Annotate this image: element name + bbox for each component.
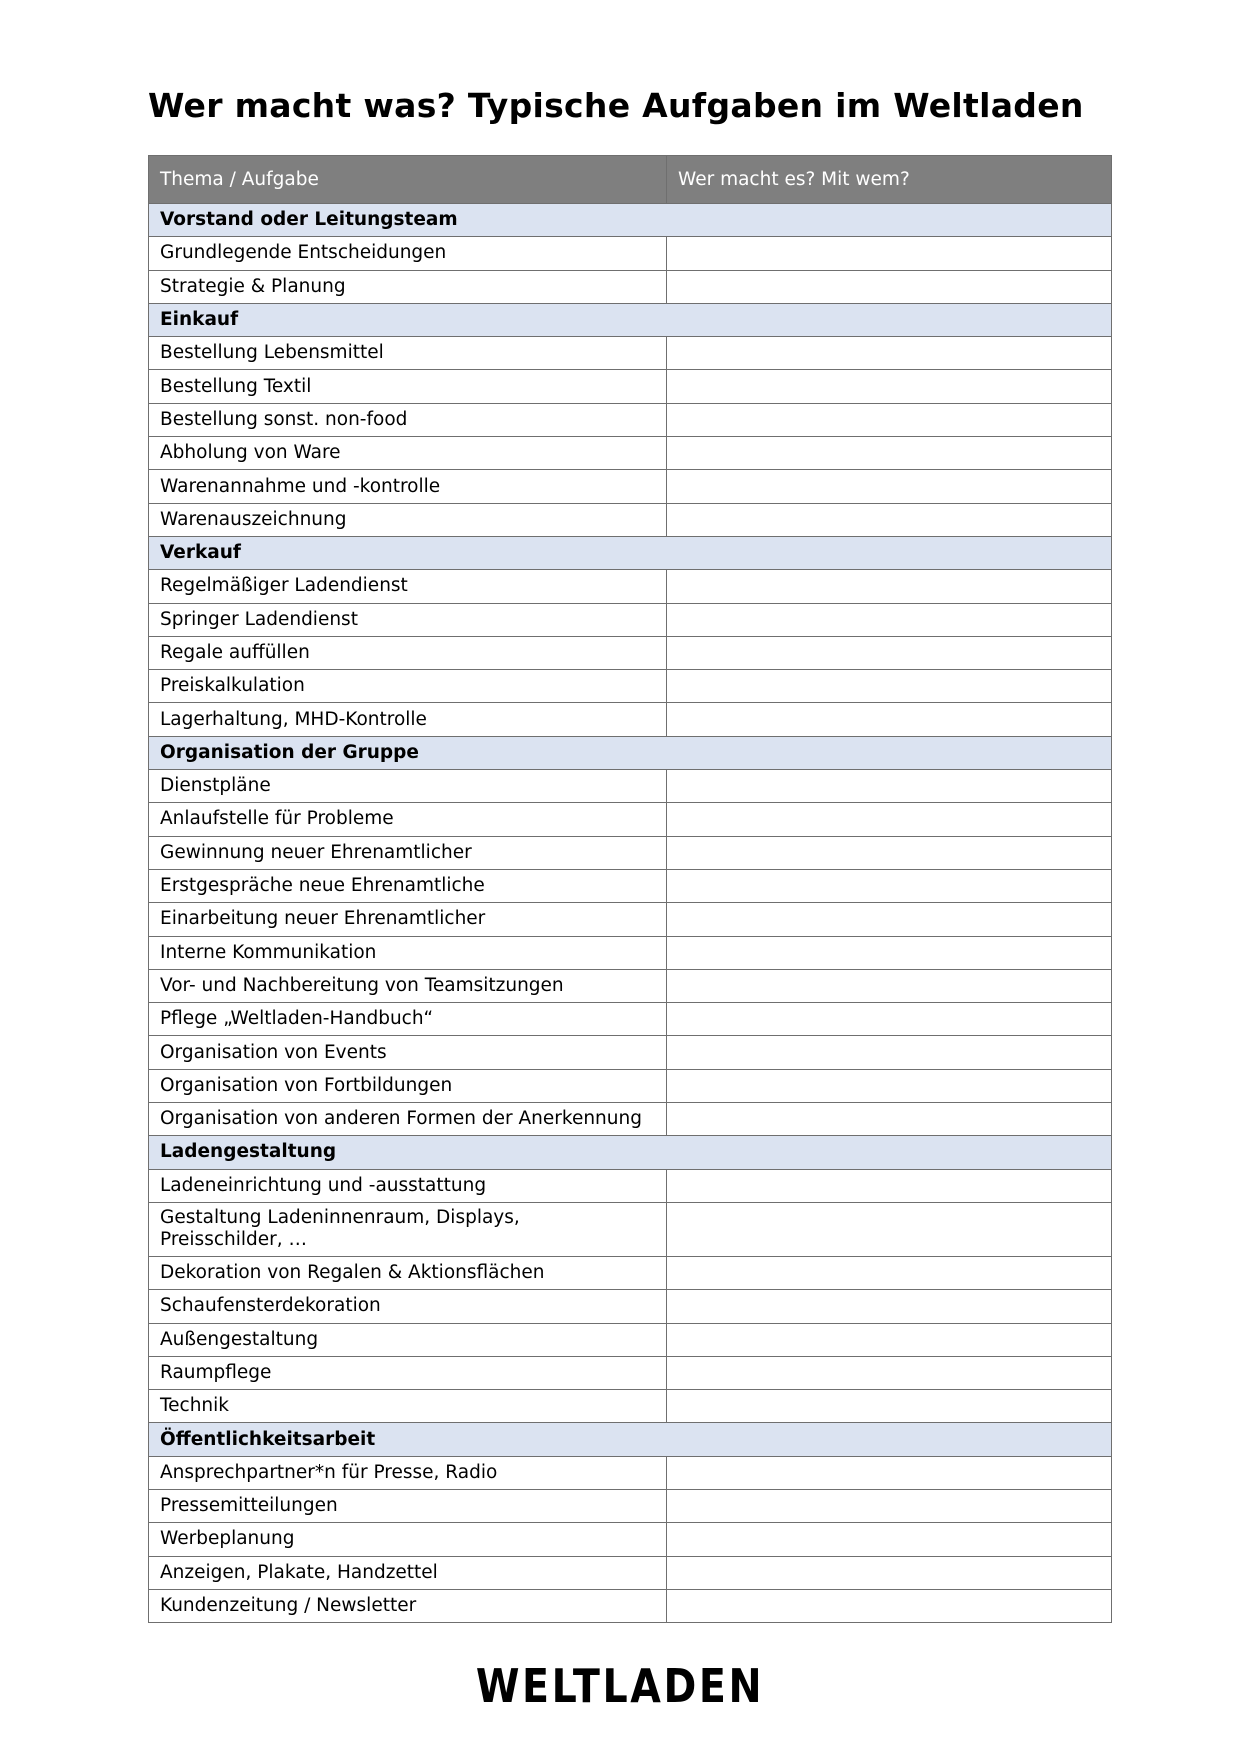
assignee-cell[interactable] (667, 936, 1112, 969)
table-row (149, 1589, 1112, 1622)
table-row (149, 337, 1112, 370)
assignee-cell[interactable] (667, 969, 1112, 1002)
table-row (149, 270, 1112, 303)
task-cell: Pflege „Weltladen-Handbuch“ (149, 1003, 667, 1036)
assignee-cell[interactable] (667, 270, 1112, 303)
table-row (149, 370, 1112, 403)
header-who: Wer macht es? Mit wem? (667, 156, 1112, 204)
table-row (149, 237, 1112, 270)
task-cell: Grundlegende Entscheidungen (149, 237, 667, 270)
table-row (149, 1036, 1112, 1069)
task-cell: Preiskalkulation (149, 670, 667, 703)
assignee-cell[interactable] (667, 603, 1112, 636)
section-row (149, 1423, 1112, 1456)
table-row (149, 670, 1112, 703)
section-title: Organisation der Gruppe (149, 736, 1112, 769)
table-row (149, 1390, 1112, 1423)
assignee-cell[interactable] (667, 1589, 1112, 1622)
task-cell: Bestellung sonst. non-food (149, 403, 667, 436)
table-row (149, 903, 1112, 936)
assignee-cell[interactable] (667, 1556, 1112, 1589)
table-row (149, 1202, 1112, 1256)
task-cell: Raumpflege (149, 1356, 667, 1389)
assignee-cell[interactable] (667, 370, 1112, 403)
task-cell: Gestaltung Ladeninnenraum, Displays, Preisschilder, … (149, 1202, 667, 1256)
table-row (149, 403, 1112, 436)
table-row (149, 437, 1112, 470)
table-row (149, 1556, 1112, 1589)
task-cell: Werbeplanung (149, 1523, 667, 1556)
task-cell: Organisation von Events (149, 1036, 667, 1069)
task-cell: Ladeneinrichtung und -ausstattung (149, 1169, 667, 1202)
task-cell: Organisation von anderen Formen der Anerkennung (149, 1103, 667, 1136)
table-row (149, 570, 1112, 603)
table-row (149, 636, 1112, 669)
assignee-cell[interactable] (667, 437, 1112, 470)
header-topic: Thema / Aufgabe (149, 156, 667, 204)
table-row (149, 603, 1112, 636)
assignee-cell[interactable] (667, 1036, 1112, 1069)
table-row (149, 869, 1112, 902)
task-cell: Springer Ladendienst (149, 603, 667, 636)
table-row (149, 969, 1112, 1002)
table-row (149, 836, 1112, 869)
assignee-cell[interactable] (667, 1169, 1112, 1202)
assignee-cell[interactable] (667, 1290, 1112, 1323)
task-cell: Erstgespräche neue Ehrenamtliche (149, 869, 667, 902)
table-row (149, 1169, 1112, 1202)
section-row (149, 536, 1112, 569)
table-row (149, 1323, 1112, 1356)
task-cell: Bestellung Lebensmittel (149, 337, 667, 370)
assignee-cell[interactable] (667, 1390, 1112, 1423)
table-row (149, 1489, 1112, 1522)
task-cell: Anzeigen, Plakate, Handzettel (149, 1556, 667, 1589)
table-header-row (149, 156, 1112, 204)
task-cell: Schaufensterdekoration (149, 1290, 667, 1323)
section-title: Öffentlichkeitsarbeit (149, 1423, 1112, 1456)
task-cell: Einarbeitung neuer Ehrenamtlicher (149, 903, 667, 936)
assignee-cell[interactable] (667, 1003, 1112, 1036)
task-table (148, 155, 1112, 1623)
table-row (149, 1103, 1112, 1136)
assignee-cell[interactable] (667, 836, 1112, 869)
assignee-cell[interactable] (667, 1202, 1112, 1256)
table-row (149, 1356, 1112, 1389)
section-title: Verkauf (149, 536, 1112, 569)
assignee-cell[interactable] (667, 703, 1112, 736)
task-cell: Bestellung Textil (149, 370, 667, 403)
task-cell: Regale auffüllen (149, 636, 667, 669)
assignee-cell[interactable] (667, 1456, 1112, 1489)
assignee-cell[interactable] (667, 1256, 1112, 1289)
task-cell: Pressemitteilungen (149, 1489, 667, 1522)
task-cell: Dekoration von Regalen & Aktionsflächen (149, 1256, 667, 1289)
section-row (149, 204, 1112, 237)
assignee-cell[interactable] (667, 1523, 1112, 1556)
task-cell: Organisation von Fortbildungen (149, 1069, 667, 1102)
assignee-cell[interactable] (667, 403, 1112, 436)
task-cell: Abholung von Ware (149, 437, 667, 470)
table-row (149, 1290, 1112, 1323)
task-cell: Dienstpläne (149, 770, 667, 803)
table-row (149, 1069, 1112, 1102)
table-row (149, 770, 1112, 803)
section-title: Ladengestaltung (149, 1136, 1112, 1169)
table-row (149, 470, 1112, 503)
task-cell: Gewinnung neuer Ehrenamtlicher (149, 836, 667, 869)
task-cell: Anlaufstelle für Probleme (149, 803, 667, 836)
task-cell: Warenannahme und -kontrolle (149, 470, 667, 503)
assignee-cell[interactable] (667, 503, 1112, 536)
table-row (149, 703, 1112, 736)
section-row (149, 1136, 1112, 1169)
assignee-cell[interactable] (667, 670, 1112, 703)
task-cell: Ansprechpartner*n für Presse, Radio (149, 1456, 667, 1489)
page-title: Wer macht was? Typische Aufgaben im Weltladen (148, 86, 1084, 125)
task-cell: Lagerhaltung, MHD-Kontrolle (149, 703, 667, 736)
assignee-cell[interactable] (667, 470, 1112, 503)
assignee-cell[interactable] (667, 770, 1112, 803)
task-cell: Warenauszeichnung (149, 503, 667, 536)
section-title: Einkauf (149, 303, 1112, 336)
assignee-cell[interactable] (667, 636, 1112, 669)
assignee-cell[interactable] (667, 903, 1112, 936)
assignee-cell[interactable] (667, 237, 1112, 270)
task-cell: Regelmäßiger Ladendienst (149, 570, 667, 603)
table-row (149, 936, 1112, 969)
task-cell: Kundenzeitung / Newsletter (149, 1589, 667, 1622)
task-cell: Strategie & Planung (149, 270, 667, 303)
assignee-cell[interactable] (667, 1356, 1112, 1389)
table-row (149, 1003, 1112, 1036)
assignee-cell[interactable] (667, 337, 1112, 370)
task-cell: Technik (149, 1390, 667, 1423)
table-row (149, 503, 1112, 536)
section-row (149, 303, 1112, 336)
assignee-cell[interactable] (667, 803, 1112, 836)
section-title: Vorstand oder Leitungsteam (149, 204, 1112, 237)
weltladen-logo: WELTLADEN (475, 1659, 765, 1713)
assignee-cell[interactable] (667, 869, 1112, 902)
assignee-cell[interactable] (667, 1069, 1112, 1102)
task-cell: Interne Kommunikation (149, 936, 667, 969)
assignee-cell[interactable] (667, 1103, 1112, 1136)
assignee-cell[interactable] (667, 1489, 1112, 1522)
task-cell: Vor- und Nachbereitung von Teamsitzungen (149, 969, 667, 1002)
assignee-cell[interactable] (667, 1323, 1112, 1356)
table-row (149, 1256, 1112, 1289)
table-row (149, 1523, 1112, 1556)
table-row (149, 1456, 1112, 1489)
assignee-cell[interactable] (667, 570, 1112, 603)
task-cell: Außengestaltung (149, 1323, 667, 1356)
section-row (149, 736, 1112, 769)
table-row (149, 803, 1112, 836)
